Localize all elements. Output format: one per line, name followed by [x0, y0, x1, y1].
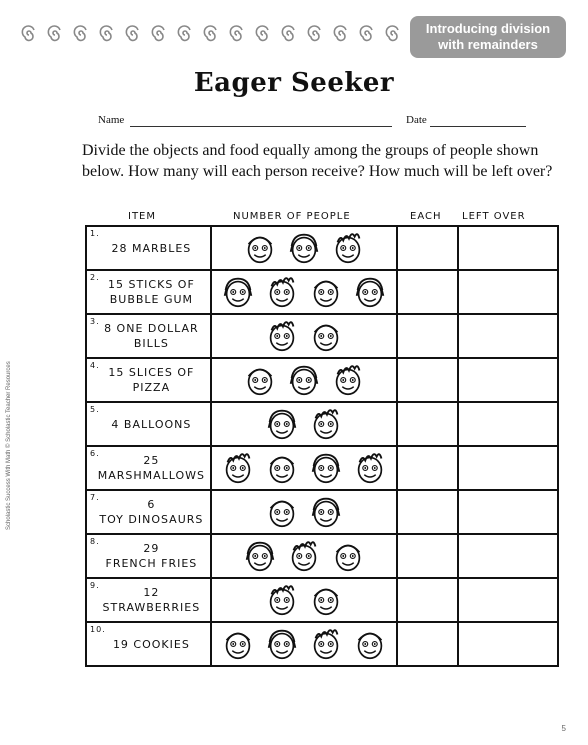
- row-number: 5.: [90, 405, 100, 414]
- swirl-icon: [174, 24, 196, 46]
- swirl-icon: [18, 24, 40, 46]
- item-text-line-1: 4 BALLOONS: [111, 417, 192, 431]
- item-text-line-1: 28 MARBLES: [111, 241, 192, 255]
- topic-badge: [410, 16, 566, 58]
- item-cell: [86, 622, 211, 666]
- face-icon: [263, 449, 301, 487]
- table-row: [86, 578, 558, 622]
- face-icon: [219, 449, 257, 487]
- each-answer-cell[interactable]: [397, 446, 458, 490]
- item-text-line-2: STRAWBERRIES: [102, 601, 201, 614]
- row-number: 1.: [90, 229, 100, 238]
- left-over-answer-cell[interactable]: [458, 534, 558, 578]
- instructions-text: Divide the objects and food equally among the groups of people shown below. How many will each person receive? How much will be left over?: [82, 142, 553, 180]
- item-text-line-1: 29: [143, 542, 160, 555]
- column-header-left-over: LEFT OVER: [462, 211, 526, 222]
- name-field[interactable]: [130, 126, 392, 127]
- face-icon: [285, 229, 323, 267]
- division-table: [85, 225, 559, 667]
- face-icon: [241, 537, 279, 575]
- people-cell: [211, 226, 398, 270]
- item-cell: [86, 358, 211, 402]
- face-icon: [329, 229, 367, 267]
- row-number: 7.: [90, 493, 100, 502]
- item-cell: [86, 446, 211, 490]
- people-cell: [211, 270, 398, 314]
- people-cell: [211, 358, 398, 402]
- face-icon: [307, 273, 345, 311]
- people-cell: [211, 314, 398, 358]
- each-answer-cell[interactable]: [397, 534, 458, 578]
- date-field[interactable]: [430, 126, 526, 127]
- each-answer-cell[interactable]: [397, 226, 458, 270]
- table-row: [86, 226, 558, 270]
- face-icon: [351, 273, 389, 311]
- item-text-line-1: 12: [143, 586, 160, 599]
- people-cell: [211, 534, 398, 578]
- swirl-icon: [226, 24, 248, 46]
- swirl-icon: [44, 24, 66, 46]
- people-cell: [211, 402, 398, 446]
- item-text-line-2: TOY DINOSAURS: [99, 513, 204, 526]
- swirl-icon: [70, 24, 92, 46]
- each-answer-cell[interactable]: [397, 622, 458, 666]
- page-title: Eager Seeker: [193, 68, 395, 98]
- table-row: [86, 314, 558, 358]
- item-cell: [86, 226, 211, 270]
- row-number: 6.: [90, 449, 100, 458]
- swirl-icon: [278, 24, 300, 46]
- item-text-line-1: 25: [143, 454, 160, 467]
- item-text-line-2: FRENCH FRIES: [105, 557, 198, 570]
- swirl-icon: [304, 24, 326, 46]
- face-icon: [329, 361, 367, 399]
- face-icon: [263, 625, 301, 663]
- face-icon: [307, 405, 345, 443]
- item-cell: [86, 490, 211, 534]
- column-header-each: EACH: [410, 211, 442, 222]
- face-icon: [351, 625, 389, 663]
- face-icon: [263, 581, 301, 619]
- table-row: [86, 446, 558, 490]
- face-icon: [285, 361, 323, 399]
- left-over-answer-cell[interactable]: [458, 490, 558, 534]
- face-icon: [351, 449, 389, 487]
- face-icon: [263, 273, 301, 311]
- swirl-icon: [96, 24, 118, 46]
- face-icon: [307, 449, 345, 487]
- left-over-answer-cell[interactable]: [458, 314, 558, 358]
- swirl-icon: [148, 24, 170, 46]
- table-row: [86, 358, 558, 402]
- face-icon: [241, 229, 279, 267]
- item-text-line-1: 6: [147, 498, 156, 511]
- face-icon: [329, 537, 367, 575]
- each-answer-cell[interactable]: [397, 270, 458, 314]
- swirl-icon: [330, 24, 352, 46]
- row-number: 4.: [90, 361, 100, 370]
- name-label: Name: [98, 114, 125, 126]
- people-cell: [211, 446, 398, 490]
- swirl-icon: [356, 24, 378, 46]
- swirl-icon: [382, 24, 404, 46]
- people-cell: [211, 490, 398, 534]
- item-text-line-2: PIZZA: [132, 381, 171, 394]
- swirl-icon: [252, 24, 274, 46]
- date-label: Date: [406, 114, 427, 126]
- left-over-answer-cell[interactable]: [458, 402, 558, 446]
- item-text-line-2: MARSHMALLOWS: [97, 469, 206, 482]
- swirl-border: [18, 24, 408, 54]
- swirl-icon: [200, 24, 222, 46]
- table-row: [86, 534, 558, 578]
- item-text-line-1: 8 ONE DOLLAR: [104, 322, 199, 335]
- badge-line-1: Introducing division: [425, 21, 551, 36]
- item-cell: [86, 314, 211, 358]
- item-text-line-1: 15 SLICES OF: [108, 366, 195, 379]
- each-answer-cell[interactable]: [397, 358, 458, 402]
- left-over-answer-cell[interactable]: [458, 270, 558, 314]
- item-text-line-1: 15 STICKS OF: [107, 278, 195, 291]
- each-answer-cell[interactable]: [397, 578, 458, 622]
- each-answer-cell[interactable]: [397, 314, 458, 358]
- column-header-people: NUMBER OF PEOPLE: [233, 211, 351, 222]
- table-row: [86, 622, 558, 666]
- row-number: 2.: [90, 273, 100, 282]
- people-cell: [211, 622, 398, 666]
- left-over-answer-cell[interactable]: [458, 358, 558, 402]
- swirl-icon: [122, 24, 144, 46]
- item-text-line-2: BUBBLE GUM: [109, 293, 194, 306]
- badge-line-2: with remainders: [438, 37, 538, 52]
- face-icon: [307, 493, 345, 531]
- item-cell: [86, 534, 211, 578]
- left-over-answer-cell[interactable]: [458, 446, 558, 490]
- each-answer-cell[interactable]: [397, 402, 458, 446]
- face-icon: [219, 625, 257, 663]
- face-icon: [263, 405, 301, 443]
- column-header-item: ITEM: [128, 211, 157, 222]
- face-icon: [285, 537, 323, 575]
- item-cell: [86, 270, 211, 314]
- row-number: 10.: [90, 625, 106, 634]
- item-text-line-2: BILLS: [133, 337, 169, 350]
- face-icon: [307, 317, 345, 355]
- left-over-answer-cell[interactable]: [458, 578, 558, 622]
- face-icon: [241, 361, 279, 399]
- item-text-line-1: 19 COOKIES: [112, 637, 190, 651]
- row-number: 8.: [90, 537, 100, 546]
- face-icon: [307, 581, 345, 619]
- row-number: 3.: [90, 317, 100, 326]
- face-icon: [307, 625, 345, 663]
- table-row: [86, 402, 558, 446]
- each-answer-cell[interactable]: [397, 490, 458, 534]
- row-number: 9.: [90, 581, 100, 590]
- table-row: [86, 270, 558, 314]
- item-cell: [86, 402, 211, 446]
- face-icon: [263, 493, 301, 531]
- table-row: [86, 490, 558, 534]
- left-over-answer-cell[interactable]: [458, 622, 558, 666]
- page-number: 5: [561, 724, 566, 733]
- face-icon: [263, 317, 301, 355]
- face-icon: [219, 273, 257, 311]
- people-cell: [211, 578, 398, 622]
- left-over-answer-cell[interactable]: [458, 226, 558, 270]
- item-cell: [86, 578, 211, 622]
- copyright-footer: Scholastic Success With Math © Scholastic Teacher Resources: [6, 361, 12, 530]
